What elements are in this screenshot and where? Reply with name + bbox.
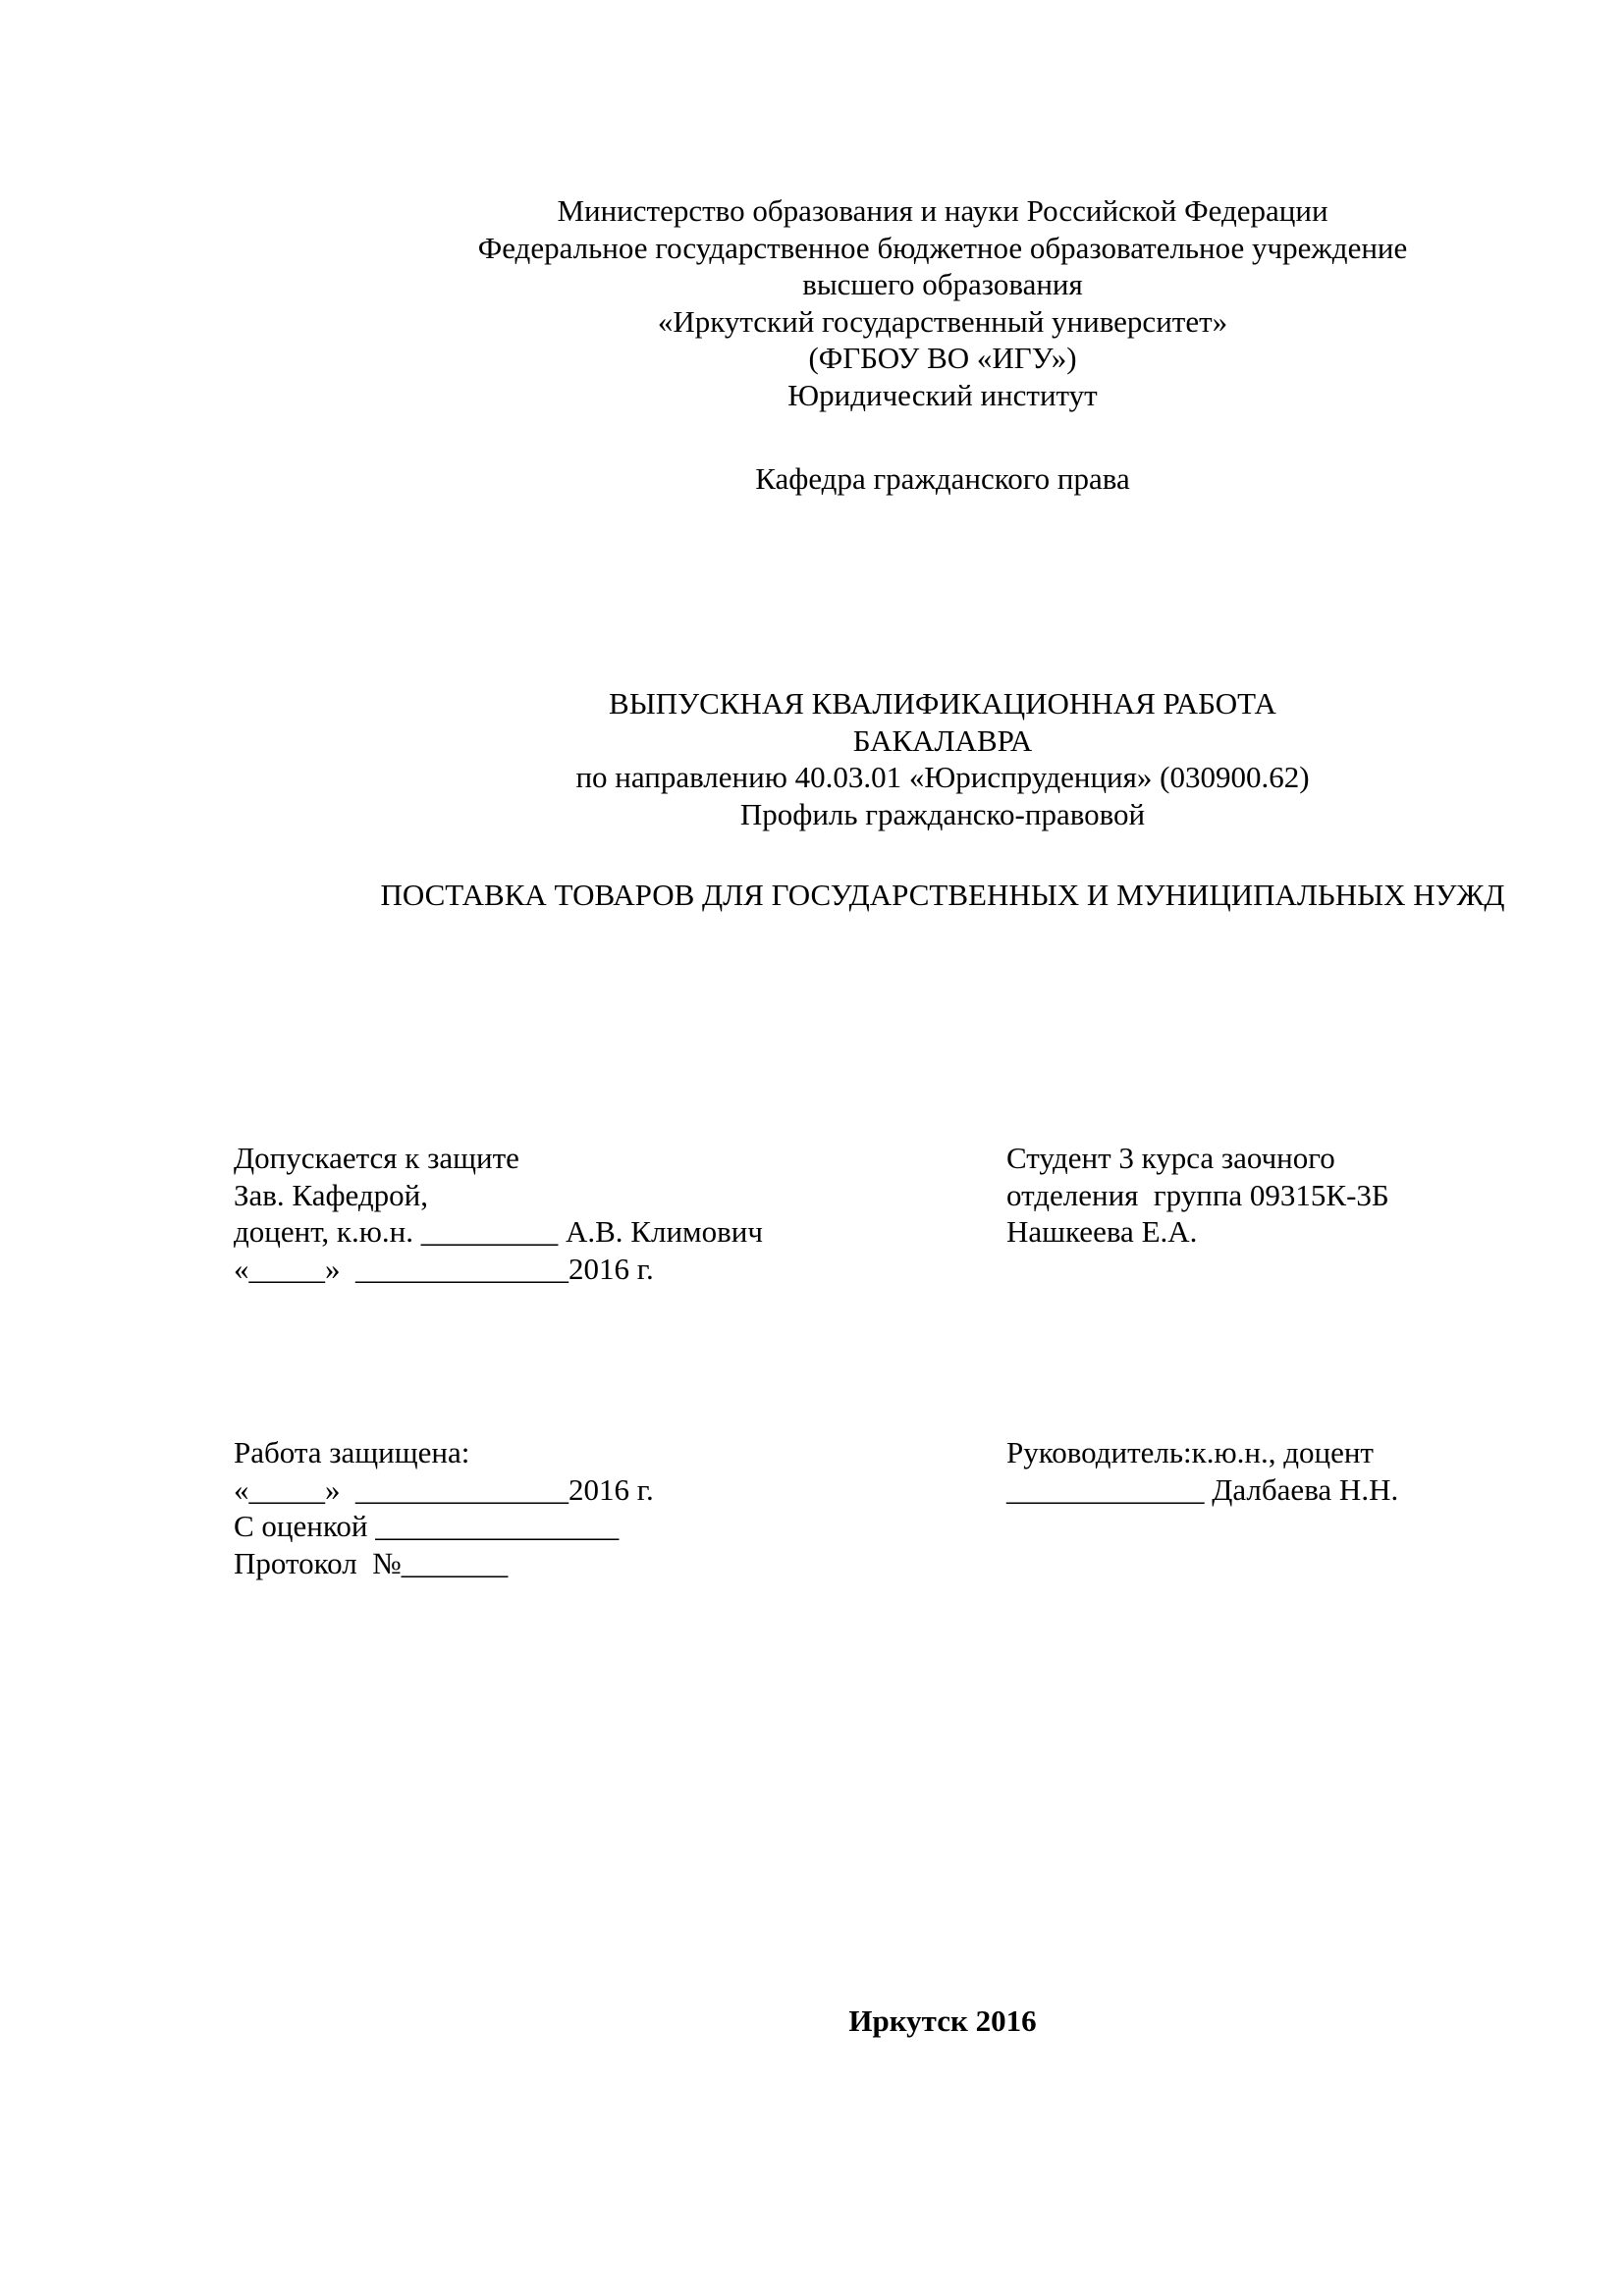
work-direction: по направлению 40.03.01 «Юриспруденция» (030900.62) [575,760,1310,794]
admission-line-2: Зав. Кафедрой, [234,1177,429,1212]
header-education-level: высшего образования [802,267,1083,301]
admission-line-1: Допускается к защите [234,1141,519,1175]
header-institution-type: Федеральное государственное бюджетное образовательное учреждение [477,230,1408,265]
header-ministry: Министерство образования и науки Российской Федерации [557,193,1328,228]
admission-line-3: доцент, к.ю.н. _________ А.В. Климович [234,1214,763,1249]
admission-date-line: «_____» ______________2016 г. [234,1251,654,1286]
work-type-line-2: БАКАЛАВРА [852,722,1033,758]
header-institute: Юридический институт [787,377,1098,412]
defense-protocol-line: Протокол №_______ [234,1545,509,1580]
supervisor-block [1006,1434,1398,1508]
student-block [1006,1140,1389,1251]
defense-block [234,1434,654,1581]
institution-header [373,192,1512,413]
student-line-2: отделения группа 09315К-3Б [1006,1177,1389,1212]
header-university-abbr: (ФГБОУ ВО «ИГУ») [808,341,1077,375]
student-line-1: Студент 3 курса заочного [1006,1141,1335,1175]
work-type-line-1: ВЫПУСКНАЯ КВАЛИФИКАЦИОННАЯ РАБОТА [609,686,1276,721]
footer-block [373,2002,1512,2040]
work-title-block [255,877,1624,914]
defense-date-line: «_____» ______________2016 г. [234,1471,654,1507]
supervisor-line-1: Руководитель:к.ю.н., доцент [1006,1435,1374,1469]
header-university-name: «Иркутский государственный университет» [657,303,1228,339]
work-profile: Профиль гражданско-правовой [739,796,1146,831]
student-name: Нашкеева Е.А. [1006,1214,1198,1249]
city-year: Иркутск 2016 [848,2003,1037,2038]
department-name: Кафедра гражданского права [755,461,1130,496]
defense-line-1: Работа защищена: [234,1435,470,1469]
admission-block [234,1140,763,1287]
supervisor-signature-line: _____________ Далбаева Н.Н. [1006,1471,1399,1507]
department-block [373,460,1512,498]
work-type-block [373,685,1512,832]
work-title: ПОСТАВКА ТОВАРОВ ДЛЯ ГОСУДАРСТВЕННЫХ И МУНИЦИПАЛЬНЫХ НУЖД [380,878,1505,912]
defense-grade-line: С оценкой ________________ [234,1509,620,1543]
